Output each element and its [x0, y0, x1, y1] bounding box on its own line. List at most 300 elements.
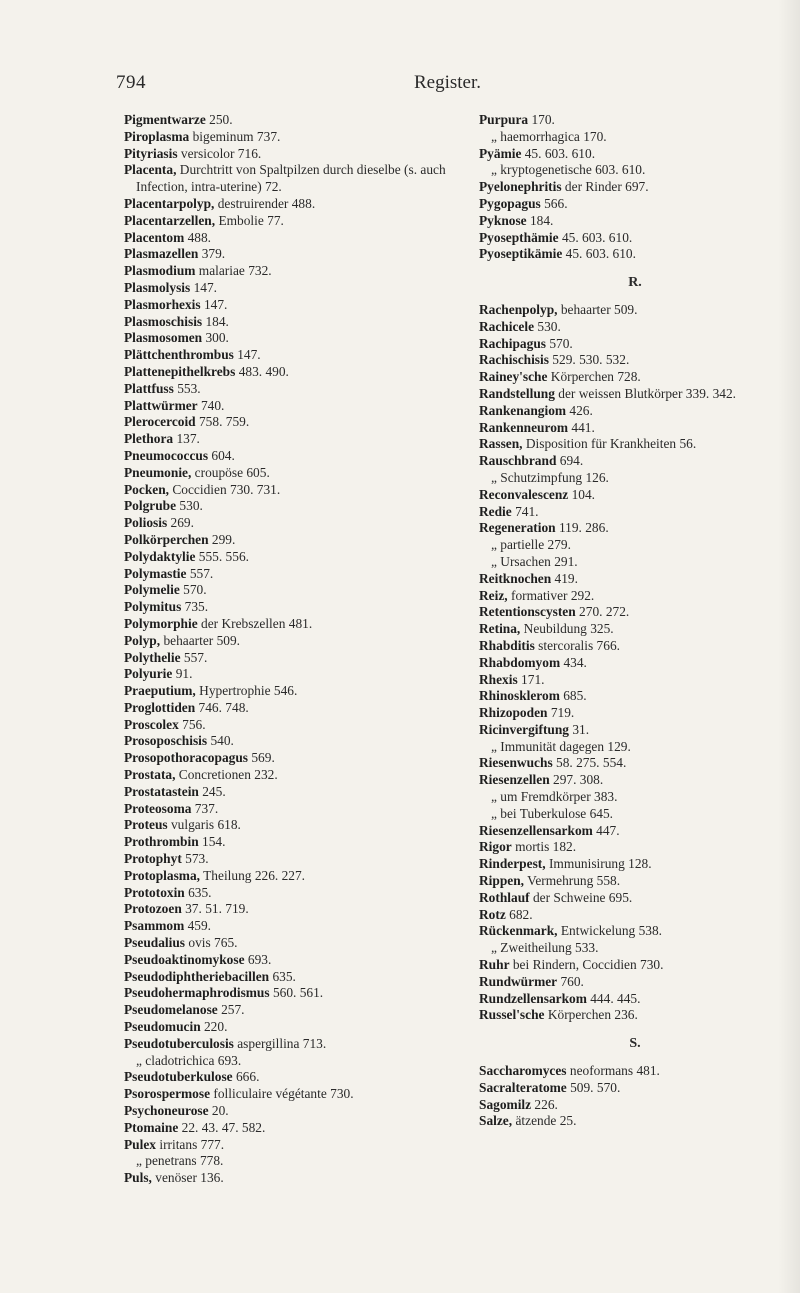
index-subentry: „ partielle 279.: [491, 537, 571, 553]
index-entry: [124, 733, 459, 750]
index-term: Plättchenthrombus: [124, 347, 234, 363]
index-references: 483. 490.: [235, 363, 289, 379]
index-entry: [479, 319, 791, 336]
index-term: Rankenneurom: [479, 419, 569, 435]
index-entry: [124, 381, 459, 398]
index-entry: [479, 991, 791, 1008]
index-term: Russel'sche: [479, 1007, 545, 1023]
index-term: Protophyt: [124, 851, 182, 867]
index-entry: [124, 650, 459, 667]
index-entry: [124, 230, 459, 247]
index-term: Salze,: [479, 1113, 513, 1129]
index-references: 635.: [269, 968, 296, 984]
index-column-left: [124, 112, 459, 1187]
index-entry: [124, 918, 459, 935]
index-entry: [124, 1086, 459, 1103]
index-entry: [124, 750, 459, 767]
index-entry: [124, 817, 459, 834]
index-references: Körperchen 728.: [547, 369, 641, 385]
index-references: 257.: [217, 1002, 245, 1018]
index-references: 509. 570.: [566, 1079, 621, 1095]
index-entry: [124, 868, 459, 885]
index-references: 426.: [566, 402, 593, 418]
index-term: Proglottiden: [124, 699, 196, 715]
index-entry: [479, 179, 791, 196]
index-term: Polymitus: [124, 599, 182, 615]
index-term: Pseudodiphtheriebacillen: [124, 968, 270, 984]
index-entry: [124, 246, 459, 263]
index-references: croupöse 605.: [191, 464, 270, 480]
index-references: der Schweine 695.: [529, 889, 633, 905]
index-references: 573.: [181, 851, 209, 867]
index-entry: [124, 330, 459, 347]
index-references: 22. 43. 47. 582.: [178, 1119, 266, 1135]
index-references: mortis 182.: [511, 839, 577, 855]
index-entry: [479, 823, 791, 840]
index-references: malariae 732.: [195, 263, 272, 279]
index-term: Protozoen: [124, 901, 182, 917]
index-references: Hypertrophie 546.: [195, 683, 298, 699]
index-references: 170.: [528, 112, 555, 127]
index-references: 741.: [511, 503, 539, 519]
index-term: Prothrombin: [124, 834, 199, 850]
index-entry: [124, 414, 459, 431]
index-entry: [124, 448, 459, 465]
index-entry: [479, 352, 791, 369]
section-letter: S.: [629, 1036, 641, 1052]
index-term: Polymorphie: [124, 615, 198, 631]
index-entry: [479, 369, 791, 386]
index-entry: [479, 487, 791, 504]
index-references: 530.: [176, 498, 203, 514]
index-term: Polymelie: [124, 582, 180, 598]
index-entry: [124, 146, 459, 163]
index-entry: [124, 364, 459, 381]
index-entry: [124, 297, 459, 314]
running-title: Register.: [414, 72, 482, 93]
index-entry: [479, 957, 791, 974]
index-references: Disposition für Krankheiten 56.: [522, 436, 697, 452]
index-references: 694.: [556, 453, 584, 469]
index-entry: [479, 196, 791, 213]
index-term: Plasmazellen: [124, 246, 199, 262]
index-entry: [479, 420, 791, 437]
index-term: Polythelie: [124, 649, 181, 665]
index-references: 91.: [172, 666, 193, 682]
index-entry: [479, 386, 791, 403]
index-entry: [124, 985, 459, 1002]
index-references: Durchtritt von Spaltpilzen durch dieselbe (s. auch Infection, intra-uterine) 72.: [136, 162, 446, 195]
index-entry: [479, 655, 791, 672]
index-references: behaarter 509.: [557, 301, 638, 317]
index-entry: [124, 616, 459, 633]
index-references: 220.: [200, 1019, 228, 1035]
index-references: 555. 556.: [195, 548, 249, 564]
index-term: Purpura: [479, 112, 529, 127]
index-references: 635.: [184, 884, 212, 900]
index-term: Polkörperchen: [124, 531, 209, 547]
index-references: Vermehrung 558.: [524, 873, 621, 889]
index-references: 560. 561.: [269, 985, 324, 1001]
index-references: 58. 275. 554.: [552, 755, 627, 771]
index-entry: [124, 851, 459, 868]
index-term: Rhabdomyom: [479, 654, 561, 670]
index-entry: [124, 666, 459, 683]
index-references: 119. 286.: [555, 520, 609, 536]
index-entry: [124, 1137, 459, 1154]
index-references: 20.: [208, 1103, 229, 1119]
index-references: 685.: [559, 688, 587, 704]
index-term: Pneumococcus: [124, 447, 209, 463]
index-references: ovis 765.: [185, 935, 238, 951]
index-term: Rankenangiom: [479, 402, 567, 418]
index-entry: [479, 856, 791, 873]
index-term: Plasmorhexis: [124, 296, 201, 312]
index-term: Ricinvergiftung: [479, 721, 570, 737]
index-term: Pigmentwarze: [124, 112, 206, 127]
index-entry: [124, 1120, 459, 1137]
index-term: Rippen,: [479, 873, 525, 889]
index-entry: [124, 213, 459, 230]
index-subentry: „ kryptogenetische 603. 610.: [491, 162, 646, 178]
index-references: irritans 777.: [156, 1136, 225, 1152]
index-term: Pseudoaktinomykose: [124, 951, 245, 967]
index-entry: [124, 1103, 459, 1120]
index-term: Pyelonephritis: [479, 179, 562, 195]
index-term: Rundwürmer: [479, 973, 558, 989]
index-term: Pseudomelanose: [124, 1002, 218, 1018]
index-entry: [124, 129, 459, 146]
index-term: Rhinosklerom: [479, 688, 560, 704]
index-subentry: „ bei Tuberkulose 645.: [491, 805, 613, 821]
index-entry: [124, 700, 459, 717]
index-entry: [479, 672, 791, 689]
index-references: Immunisirung 128.: [545, 856, 652, 872]
index-references: 570.: [179, 582, 207, 598]
index-term: Rigor: [479, 839, 512, 855]
index-term: Psychoneurose: [124, 1103, 209, 1119]
section-letter: R.: [628, 275, 642, 291]
index-term: Pygopagus: [479, 195, 541, 211]
index-subentry: „ Zweitheilung 533.: [491, 940, 599, 956]
index-term: Proteus: [124, 817, 168, 833]
index-term: Rhizopoden: [479, 705, 548, 721]
index-references: Coccidien 730. 731.: [169, 481, 281, 497]
index-references: 137.: [173, 431, 200, 447]
index-entry: [479, 1080, 791, 1097]
index-term: Prosoposchisis: [124, 733, 208, 749]
index-term: Placentarpolyp,: [124, 195, 215, 211]
index-references: 419.: [551, 570, 578, 586]
index-references: 570.: [545, 335, 573, 351]
index-references: 758. 759.: [195, 414, 250, 430]
index-references: 444. 445.: [586, 990, 641, 1006]
index-references: 719.: [547, 705, 575, 721]
index-term: Proteosoma: [124, 800, 192, 816]
index-term: Plerocercoid: [124, 414, 196, 430]
index-term: Prototoxin: [124, 884, 185, 900]
index-references: 171.: [517, 671, 545, 687]
index-references: 45. 603. 610.: [521, 145, 596, 161]
index-entry: [124, 532, 459, 549]
index-term: Rachenpolyp,: [479, 301, 558, 317]
index-entry: [479, 336, 791, 353]
index-entry: [124, 784, 459, 801]
index-references: 569.: [248, 750, 275, 766]
index-references: 756.: [178, 716, 206, 732]
index-term: Pyknose: [479, 212, 527, 228]
index-term: Rinderpest,: [479, 856, 546, 872]
index-references: 746. 748.: [195, 699, 249, 715]
index-references: 604.: [208, 447, 235, 463]
index-references: 37. 51. 719.: [181, 901, 249, 917]
index-entry: [124, 482, 459, 499]
index-entry: [479, 1007, 791, 1024]
index-entry: [124, 280, 459, 297]
index-references: 147.: [200, 296, 228, 312]
index-entry: [479, 302, 791, 319]
index-term: Reiz,: [479, 587, 508, 603]
index-references: 488.: [184, 229, 212, 245]
index-references: 184.: [202, 313, 229, 329]
index-term: Prosopothoracopagus: [124, 750, 249, 766]
index-references: 245.: [198, 783, 226, 799]
index-entry: [124, 515, 459, 532]
index-references: Neubildung 325.: [520, 621, 614, 637]
index-references: 104.: [568, 486, 596, 502]
index-references: 459.: [184, 918, 212, 934]
index-term: Polydaktylie: [124, 548, 196, 564]
index-references: formativer 292.: [507, 587, 595, 603]
index-term: Plattfuss: [124, 380, 174, 396]
index-term: Plattenepithelkrebs: [124, 363, 236, 379]
index-term: Placentarzellen,: [124, 212, 216, 228]
index-references: 45. 603. 610.: [562, 246, 636, 262]
index-references: stercoralis 766.: [534, 637, 620, 653]
index-subentry: „ haemorrhagica 170.: [491, 128, 607, 144]
index-entry: [479, 705, 791, 722]
index-entry: [479, 873, 791, 890]
index-term: Rundzellensarkom: [479, 990, 587, 1006]
index-term: Pseudomucin: [124, 1019, 201, 1035]
index-entry: [479, 453, 791, 470]
index-references: 184.: [526, 212, 554, 228]
index-entry: [124, 162, 459, 196]
index-entry: [479, 520, 791, 537]
index-entry: [479, 890, 791, 907]
index-references: 297. 308.: [549, 772, 604, 788]
index-references: 682.: [505, 906, 533, 922]
index-references: der Krebszellen 481.: [197, 615, 313, 631]
index-references: 557.: [186, 565, 214, 581]
index-entry: [124, 112, 459, 129]
index-term: Polyp,: [124, 632, 161, 648]
index-entry: [479, 621, 791, 638]
index-entry: [124, 633, 459, 650]
index-references: neoformans 481.: [566, 1063, 660, 1079]
index-term: Pseudotuberculosis: [124, 1035, 234, 1051]
index-term: Plasmosomen: [124, 330, 203, 346]
index-entry: [124, 465, 459, 482]
index-entry: [479, 688, 791, 705]
index-entry: [479, 907, 791, 924]
index-references: 300.: [202, 330, 229, 346]
index-references: folliculaire végétante 730.: [210, 1086, 354, 1102]
index-term: Rachischisis: [479, 352, 549, 368]
index-references: 441.: [568, 419, 595, 435]
index-term: Rachipagus: [479, 335, 546, 351]
index-entry: [479, 974, 791, 991]
index-references: der weissen Blutkörper 339. 342.: [554, 385, 737, 401]
index-references: 299.: [208, 531, 236, 547]
index-term: Poliosis: [124, 515, 168, 531]
index-entry: [479, 112, 791, 129]
index-term: Rothlauf: [479, 889, 530, 905]
index-entry: [479, 504, 791, 521]
index-references: Theilung 226. 227.: [200, 867, 306, 883]
index-term: Psorospermose: [124, 1086, 211, 1102]
index-entry: [124, 498, 459, 515]
index-term: Reitknochen: [479, 570, 552, 586]
index-references: 434.: [560, 654, 587, 670]
index-references: 269.: [167, 515, 194, 531]
index-references: 270. 272.: [575, 604, 630, 620]
index-subentry: „ Schutzimpfung 126.: [491, 469, 609, 485]
index-term: Reconvalescenz: [479, 486, 569, 502]
index-term: Rainey'sche: [479, 369, 548, 385]
index-term: Pseudalius: [124, 935, 186, 951]
index-entry: [479, 638, 791, 655]
index-references: behaarter 509.: [160, 632, 241, 648]
index-references: 226.: [531, 1096, 558, 1112]
index-entry: [124, 801, 459, 818]
index-term: Sagomilz: [479, 1096, 532, 1112]
index-term: Pyoseptikämie: [479, 246, 563, 262]
index-term: Ruhr: [479, 957, 510, 973]
index-term: Pyosepthämie: [479, 229, 559, 245]
index-term: Prostata,: [124, 767, 176, 783]
index-references: 45. 603. 610.: [558, 229, 633, 245]
index-references: 147.: [233, 347, 261, 363]
index-references: 447.: [592, 822, 620, 838]
index-entry: [479, 571, 791, 588]
index-term: Sacralteratome: [479, 1079, 567, 1095]
index-entry: [124, 566, 459, 583]
index-term: Placenta,: [124, 162, 177, 178]
index-term: Pneumonie,: [124, 464, 192, 480]
index-entry: [124, 1036, 459, 1053]
index-references: der Rinder 697.: [561, 179, 649, 195]
index-term: Rhexis: [479, 671, 518, 687]
index-term: Plattwürmer: [124, 397, 198, 413]
index-term: Puls,: [124, 1170, 152, 1186]
index-term: Praeputium,: [124, 683, 196, 699]
index-entry: [479, 1113, 791, 1130]
index-term: Riesenzellen: [479, 772, 550, 788]
index-term: Plasmodium: [124, 263, 196, 279]
index-term: Ptomaine: [124, 1119, 179, 1135]
index-entry: [479, 839, 791, 856]
index-entry: [124, 683, 459, 700]
index-term: Piroplasma: [124, 128, 190, 144]
index-entry: [479, 1063, 791, 1080]
index-term: Rachicele: [479, 318, 535, 334]
index-entry: [479, 213, 791, 230]
index-entry: [124, 717, 459, 734]
index-references: venöser 136.: [151, 1170, 224, 1186]
index-entry: [479, 403, 791, 420]
index-term: Prostatastein: [124, 783, 199, 799]
index-term: Redie: [479, 503, 512, 519]
index-term: Pseudotuberkulose: [124, 1069, 233, 1085]
index-entry: [479, 146, 791, 163]
index-references: 735.: [181, 599, 209, 615]
index-references: Concretionen 232.: [175, 767, 278, 783]
index-references: bei Rindern, Coccidien 730.: [509, 957, 664, 973]
index-references: 529. 530. 532.: [548, 352, 630, 368]
index-term: Pityriasis: [124, 145, 178, 161]
index-references: vulgaris 618.: [167, 817, 241, 833]
index-references: 566.: [540, 195, 568, 211]
index-entry: [124, 1019, 459, 1036]
index-term: Polyurie: [124, 666, 173, 682]
index-references: 31.: [569, 721, 590, 737]
index-entry: [479, 755, 791, 772]
index-entry: [124, 1002, 459, 1019]
index-term: Plasmolysis: [124, 279, 191, 295]
index-references: ätzende 25.: [512, 1113, 577, 1129]
index-term: Placentom: [124, 229, 185, 245]
index-subentry: „ cladotrichica 693.: [136, 1052, 242, 1068]
index-entry: [479, 722, 791, 739]
index-term: Rassen,: [479, 436, 523, 452]
index-entry: [124, 398, 459, 415]
index-term: Pseudohermaphrodismus: [124, 985, 270, 1001]
index-term: Pyämie: [479, 145, 522, 161]
index-term: Polgrube: [124, 498, 177, 514]
index-entry: [479, 923, 791, 940]
index-term: Proscolex: [124, 716, 179, 732]
page-header: [0, 72, 800, 102]
index-entry: [479, 246, 791, 263]
index-entry: [124, 834, 459, 851]
index-references: 740.: [197, 397, 225, 413]
index-term: Plethora: [124, 431, 174, 447]
index-column-right: [479, 112, 791, 1130]
index-entry: [124, 314, 459, 331]
index-references: 557.: [180, 649, 208, 665]
index-subentry: „ Immunität dagegen 129.: [491, 738, 631, 754]
index-references: aspergillina 713.: [233, 1035, 327, 1051]
index-entry: [124, 582, 459, 599]
index-references: 553.: [173, 380, 201, 396]
index-term: Rauschbrand: [479, 453, 557, 469]
index-subentry: „ penetrans 778.: [136, 1153, 224, 1169]
index-entry: [124, 263, 459, 280]
index-references: destruirender 488.: [214, 195, 316, 211]
index-references: 250.: [205, 112, 233, 127]
index-references: 530.: [534, 318, 561, 334]
index-term: Polymastie: [124, 565, 187, 581]
index-references: 540.: [207, 733, 234, 749]
index-term: Rotz: [479, 906, 506, 922]
index-references: 666.: [232, 1069, 260, 1085]
index-entry: [124, 347, 459, 364]
index-term: Rhabditis: [479, 637, 535, 653]
index-entry: [479, 604, 791, 621]
index-references: Entwickelung 538.: [557, 923, 663, 939]
index-term: Protoplasma,: [124, 867, 201, 883]
